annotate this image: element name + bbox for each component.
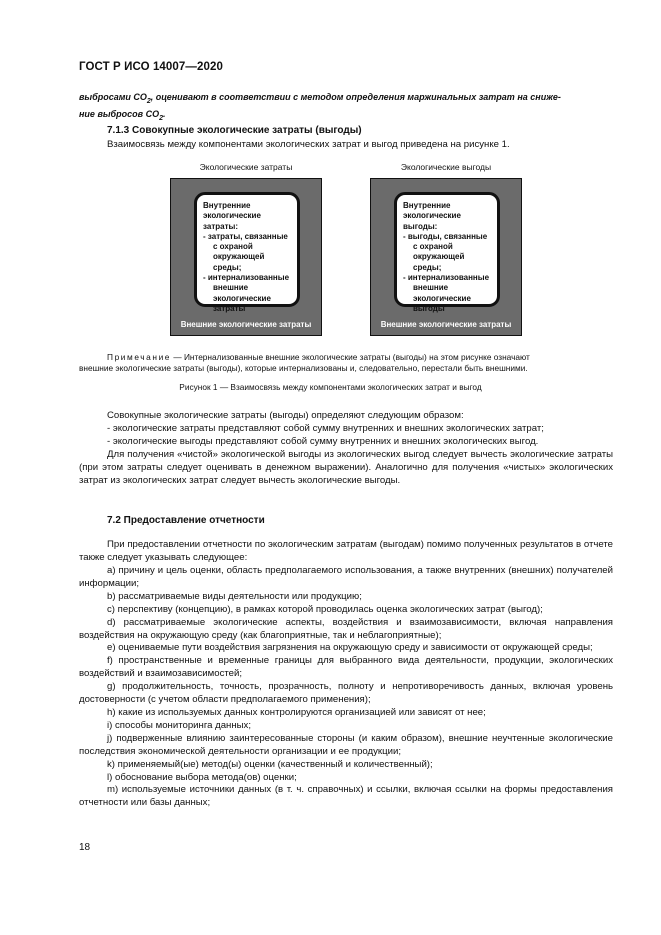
internal-costs-line: затраты:	[203, 221, 238, 231]
subscript: 2	[159, 114, 163, 122]
environmental-benefits-panel	[370, 178, 522, 336]
list-item: i) способы мониторинга данных;	[107, 719, 251, 731]
continued-line-2	[79, 108, 613, 125]
list-item: h) какие из используемых данных контролируются организацией или зависят от нее;	[107, 706, 486, 718]
figure-1	[170, 162, 522, 340]
internal-benefits-line: - выгоды, связанные	[403, 231, 488, 241]
list-item: c) перспективу (концепцию), в рамках которой проводилась оценка экологических затрат (выгод);	[107, 603, 543, 615]
totals-item-benefits: - экологические выгоды представляют собой сумму внутренних и внешних экологических выгод.	[107, 436, 539, 447]
internal-costs-line: экологические	[203, 211, 261, 221]
note-label: Примечание	[107, 352, 172, 362]
page-number: 18	[79, 842, 91, 853]
list-item: k) применяемый(ые) метод(ы) оценки (качественный и количественный);	[107, 758, 433, 770]
internal-benefits-line: с охраной	[413, 242, 453, 252]
text-end: .	[162, 108, 166, 119]
list-item: a) причину и цель оценки, область предполагаемого использования, а также внутренних (внешних) получателей информации;	[79, 565, 613, 589]
internal-costs-box	[194, 192, 300, 313]
internal-costs-line: окружающей среды;	[213, 252, 265, 272]
list-item: l) обоснование выбора метода(ов) оценки;	[107, 771, 297, 783]
note-line-2: внешние экологические затраты (выгоды), которые интернализованы и, следовательно, перестали быть внешними.	[79, 363, 528, 373]
document-header: ГОСТ Р ИСО 14007—2020	[79, 61, 224, 73]
totals-item-costs: - экологические затраты представляют собой сумму внутренних и внешних экологических затрат;	[107, 423, 544, 434]
internal-costs-line: - затраты, связанные	[203, 231, 288, 241]
external-costs-label: Внешние экологические затраты	[180, 320, 312, 329]
net-benefit-paragraph: Для получения «чистой» экологической выгоды из экологических выгод следует вычесть экологические затраты (при этом затраты следует оценивать в денежном выражении). Аналогично для получения «чистых» экологических затрат из экологических затрат следует вычесть экологические выгоды.	[79, 449, 613, 486]
external-benefits-label: Внешние экологические затраты	[380, 320, 512, 329]
figure-caption: Рисунок 1 — Взаимосвязь между компонентами экологических затрат и выгод	[179, 382, 482, 392]
list-item: m) используемые источники данных (в т. ч. справочных) и ссылки, включая ссылки на формы предоставления отчетности или базы данных;	[79, 784, 613, 809]
reporting-list	[79, 565, 613, 810]
continued-line-1	[79, 91, 613, 108]
list-item: g) продолжительность, точность, прозрачность, полноту и непротиворечивость данных, включая уровень достоверности (с учетом области предполагаемого применения);	[79, 681, 613, 706]
totals-intro: Совокупные экологические затраты (выгоды) определяют следующим образом:	[107, 410, 464, 421]
list-item: b) рассматриваемые виды деятельности или продукцию;	[107, 590, 362, 602]
continued-paragraph	[79, 91, 613, 125]
co2-text: выбросами CO	[79, 92, 147, 102]
internal-benefits-line: окружающей среды;	[413, 252, 465, 272]
internal-costs-line: Внутренние	[203, 201, 251, 210]
internal-costs-line: экологические	[213, 293, 271, 303]
internal-benefits-line: выгоды	[413, 303, 445, 313]
text-continued: , оценивают в соответствии с методом определения маржинальных затрат на сниже-	[150, 92, 561, 102]
internal-costs-line: внешние	[213, 283, 249, 293]
list-item: f) пространственные и временные границы для выбранного вида деятельности, продукции, экологических воздействий и взаимозависимостей;	[79, 655, 613, 680]
reporting-intro: При предоставлении отчетности по экологическим затратам (выгодам) помимо полученных результатов в отчете также следует указывать следующее:	[79, 539, 613, 563]
subscript: 2	[146, 97, 151, 105]
note-line-1	[79, 352, 613, 363]
figure-right-title: Экологические выгоды	[400, 162, 492, 172]
list-item: j) подверженные влиянию заинтересованные стороны (и каким образом), внешние неучтенные экологические последствия экономической деятельности организации и ее продукции;	[79, 732, 613, 757]
section-heading-72: 7.2 Предоставление отчетности	[107, 515, 265, 526]
figure-left-title: Экологические затраты	[199, 162, 293, 172]
internal-benefits-line: выгоды:	[403, 221, 438, 231]
section-heading-713: 7.1.3 Совокупные экологические затраты (выгоды)	[107, 125, 362, 136]
internal-benefits-line: экологические	[413, 293, 471, 303]
internal-benefits-line: экологические	[403, 211, 461, 221]
figure-intro: Взаимосвязь между компонентами экологических затрат и выгод приведена на рисунке 1.	[107, 139, 510, 150]
note-text: — Интернализованные внешние экологические затраты (выгоды) на этом рисунке означают	[171, 352, 530, 362]
internal-costs-line: - интернализованные	[203, 273, 290, 283]
figure-note	[79, 352, 613, 374]
internal-costs-line: с охраной	[213, 242, 253, 252]
internal-benefits-line: Внутренние	[403, 201, 451, 210]
environmental-costs-panel	[170, 178, 322, 336]
co2-text: ние выбросов CO	[79, 108, 160, 119]
internal-benefits-box	[394, 192, 500, 313]
internal-costs-line: затраты	[213, 303, 246, 313]
list-item: d) рассматриваемые экологические аспекты, воздействия и взаимозависимости, включая направления воздействия на окружающую среду (как благоприятные, так и неблагоприятные);	[79, 616, 613, 641]
list-item: e) оцениваемые пути воздействия загрязнения на окружающую среду и зависимости от окружающей среды;	[107, 642, 593, 654]
internal-benefits-line: внешние	[413, 283, 449, 293]
internal-benefits-line: - интернализованные	[403, 273, 490, 283]
